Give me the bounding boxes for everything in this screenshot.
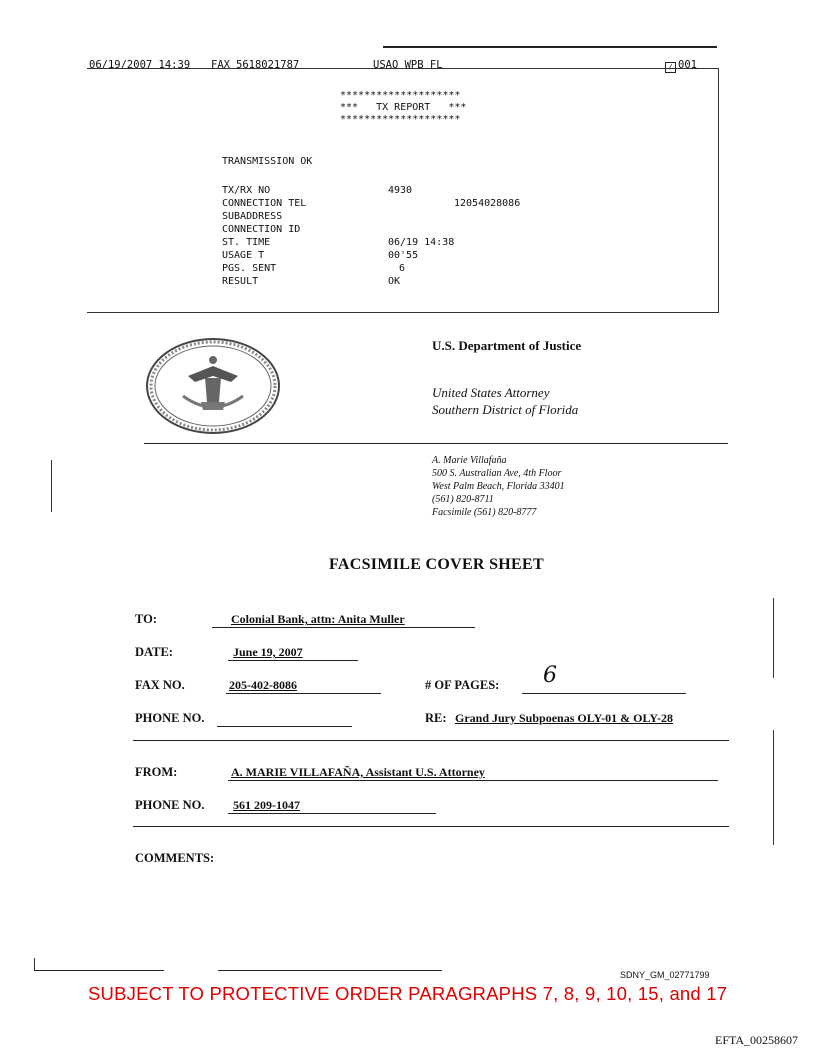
pages-underline [522, 693, 686, 694]
department-name: U.S. Department of Justice [432, 338, 582, 353]
section-rule-2 [133, 826, 729, 827]
phone-underline [217, 726, 352, 727]
header-rule [383, 46, 717, 48]
margin-mark-right-2 [773, 730, 774, 845]
tx-value-pgs: 6 [399, 263, 406, 274]
tx-report-stars-top: ******************** [340, 90, 461, 101]
comments-label: COMMENTS: [135, 851, 215, 865]
to-label: TO: [135, 612, 157, 626]
scan-mark-bottom-left [34, 970, 164, 971]
from-phone-label: PHONE NO. [135, 798, 205, 812]
tx-value-usage: 00'55 [388, 250, 419, 261]
margin-mark-right-1 [773, 598, 774, 678]
tx-status: TRANSMISSION OK [222, 156, 313, 167]
tx-report-title: *** TX REPORT *** [340, 102, 467, 113]
cover-sheet-title: FACSIMILE COVER SHEET [329, 556, 544, 573]
fax-datetime: 06/19/2007 14:39 [89, 59, 191, 71]
fax-label: FAX [211, 59, 230, 71]
pages-value-handwritten: 6 [543, 663, 557, 688]
address-phone: (561) 820-8711 [432, 494, 494, 505]
tx-label-st-time: ST. TIME [222, 237, 271, 248]
office-line-1: United States Attorney [432, 385, 550, 400]
from-value: A. MARIE VILLAFAÑA, Assistant U.S. Attorney [231, 765, 485, 779]
tx-value-st-time: 06/19 14:38 [388, 237, 455, 248]
address-street: 500 S. Australian Ave, 4th Floor [432, 468, 562, 479]
fax-no-value: 205-402-8086 [229, 678, 297, 692]
to-underline [212, 627, 475, 628]
tx-label-pgs: PGS. SENT [222, 263, 277, 274]
fax-number: 5618021787 [236, 59, 300, 71]
address-city: West Palm Beach, Florida 33401 [432, 481, 565, 492]
re-value: Grand Jury Subpoenas OLY-01 & OLY-28 [455, 711, 673, 725]
date-underline [228, 660, 358, 661]
address-name: A. Marie Villafaña [432, 455, 507, 466]
tx-value-result: OK [388, 276, 401, 287]
tx-label-conn-tel: CONNECTION TEL [222, 198, 307, 209]
from-phone-value: 561 209-1047 [233, 798, 300, 812]
re-label: RE: [425, 711, 447, 725]
letterhead-rule [144, 443, 728, 444]
to-value: Colonial Bank, attn: Anita Muller [231, 612, 405, 626]
from-label: FROM: [135, 765, 178, 779]
fax-office: USAO WPB FL [373, 59, 443, 71]
tx-value-txrx: 4930 [388, 185, 413, 196]
address-fax: Facsimile (561) 820-8777 [432, 507, 537, 518]
tx-label-conn-id: CONNECTION ID [222, 224, 301, 235]
margin-mark-left [51, 460, 52, 512]
tx-value-conn-tel: 12054028086 [454, 198, 521, 209]
doj-seal-icon [143, 336, 283, 436]
section-rule-1 [133, 740, 729, 741]
fax-page-icon: ∕ [665, 62, 676, 73]
tx-label-subaddress: SUBADDRESS [222, 211, 283, 222]
tx-label-txrx: TX/RX NO [222, 185, 271, 196]
tx-label-result: RESULT [222, 276, 259, 287]
protective-order-notice: SUBJECT TO PROTECTIVE ORDER PARAGRAPHS 7, 8, 9, 10, 15, and 17 [88, 983, 728, 1004]
fax-no-label: FAX NO. [135, 678, 185, 692]
scan-mark-bottom-center [218, 970, 442, 971]
bates-number: SDNY_GM_02771799 [620, 970, 710, 980]
from-phone-underline [228, 813, 436, 814]
from-underline [228, 780, 718, 781]
scan-mark-bottom-left-tick [34, 958, 35, 970]
tx-label-usage: USAGE T [222, 250, 265, 261]
efta-number: EFTA_00258607 [715, 1033, 799, 1047]
fax-no-underline [226, 693, 381, 694]
date-label: DATE: [135, 645, 173, 659]
office-line-2: Southern District of Florida [432, 402, 579, 417]
tx-report-stars-bottom: ******************** [340, 114, 461, 125]
fax-page-value: 001 [678, 59, 697, 71]
phone-label: PHONE NO. [135, 711, 205, 725]
date-value: June 19, 2007 [233, 645, 303, 659]
pages-label: # OF PAGES: [425, 678, 500, 692]
